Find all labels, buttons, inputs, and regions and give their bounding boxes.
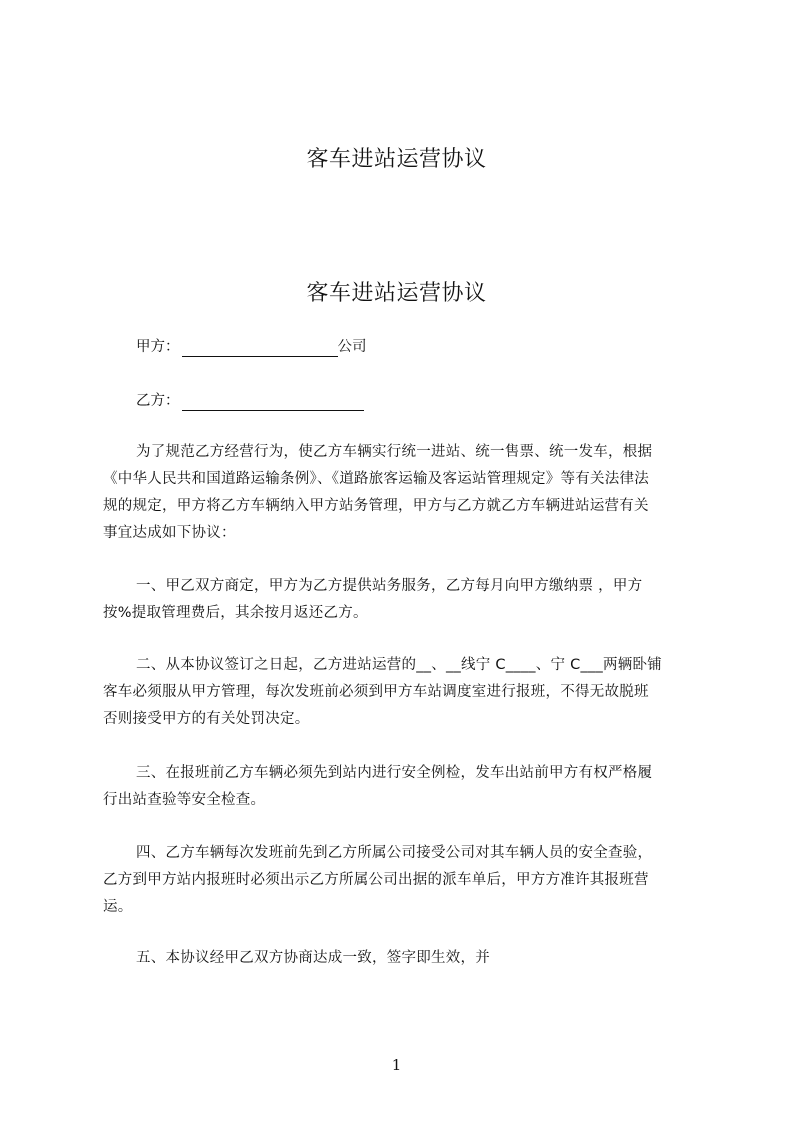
party-a-label: 甲方： bbox=[136, 339, 180, 355]
clause-5 bbox=[103, 945, 701, 972]
clause-3 bbox=[103, 760, 701, 814]
party-b-blank bbox=[182, 396, 364, 411]
clause-line: 乙方到甲方站内报班时必须出示乙方所属公司出据的派车单后，甲方方准许其报班营 bbox=[103, 872, 649, 888]
clause-line: 三、在报班前乙方车辆必须先到站内进行安全例检，发车出站前甲方有权严格履 bbox=[136, 765, 653, 781]
clause-line: 一、甲乙双方商定，甲方为乙方提供站务服务，乙方每月向甲方缴纳票 ，甲方 bbox=[136, 578, 643, 594]
clause-4 bbox=[103, 840, 701, 921]
clause-line: 按%提取管理费后，其余按月返还乙方。 bbox=[103, 605, 368, 621]
clause-line: 否则接受甲方的有关处罚决定。 bbox=[103, 711, 310, 727]
preamble-line: 规的规定，甲方将乙方车辆纳入甲方站务管理，甲方与乙方就乙方车辆进站运营有关 bbox=[103, 498, 649, 514]
party-b-label: 乙方： bbox=[136, 393, 180, 409]
agreement-title: 客车进站运营协议 bbox=[306, 281, 487, 306]
page-number: 1 bbox=[391, 1056, 402, 1074]
cover-title: 客车进站运营协议 bbox=[306, 147, 487, 172]
party-a-blank bbox=[182, 342, 338, 357]
clause-line: 四、乙方车辆每次发班前先到乙方所属公司接受公司对其车辆人员的安全查验， bbox=[136, 845, 653, 861]
preamble-line: 《中华人民共和国道路运输条例》、《道路旅客运输及客运站管理规定》等有关法律法 bbox=[103, 471, 649, 487]
party-a-line bbox=[136, 337, 367, 357]
preamble-paragraph bbox=[103, 439, 701, 547]
clause-2 bbox=[103, 652, 701, 733]
clause-line: 二、从本协议签订之日起，乙方进站运营的__、__线宁 C____、宁 C___两辆卧铺 bbox=[136, 657, 662, 673]
preamble-line: 事宜达成如下协议： bbox=[103, 525, 236, 541]
clause-line: 客车必须服从甲方管理，每次发班前必须到甲方车站调度室进行报班，不得无故脱班 bbox=[103, 684, 649, 700]
preamble-line: 为了规范乙方经营行为，使乙方车辆实行统一进站、统一售票、统一发车，根据 bbox=[136, 444, 653, 460]
clause-line: 行出站查验等安全检查。 bbox=[103, 792, 266, 808]
party-a-suffix: 公司 bbox=[337, 339, 367, 355]
clause-line: 五、本协议经甲乙双方协商达成一致，签字即生效，并 bbox=[136, 950, 490, 966]
clause-line: 运。 bbox=[103, 899, 133, 915]
party-b-line bbox=[136, 391, 364, 411]
clause-1 bbox=[103, 573, 701, 627]
